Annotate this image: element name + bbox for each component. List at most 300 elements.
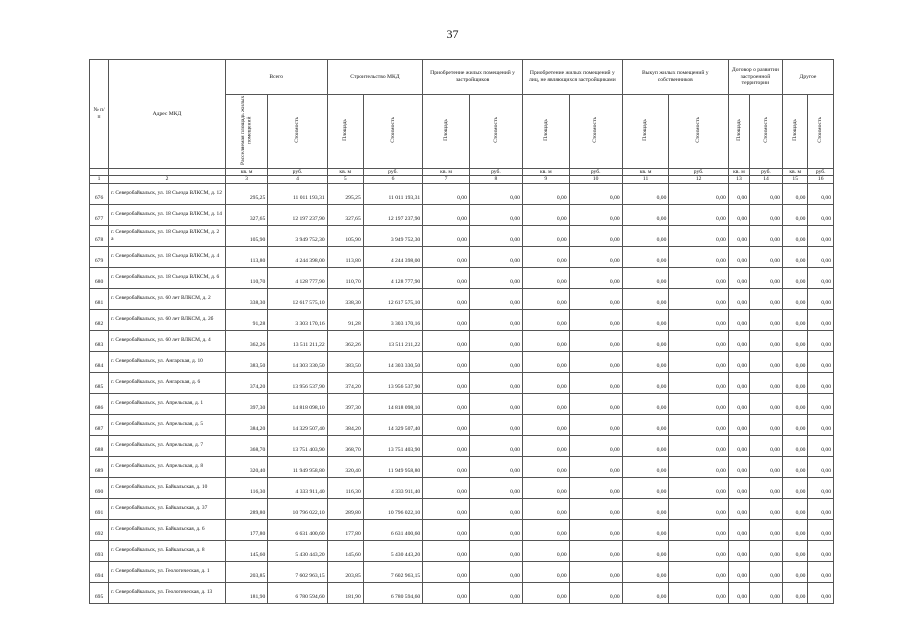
construction-area: 203,85 bbox=[327, 561, 363, 582]
construction-cost: 4 244 398,00 bbox=[363, 246, 422, 267]
zero-value: 0,00 bbox=[750, 267, 783, 288]
column-number: 2 bbox=[109, 176, 226, 184]
construction-area: 374,20 bbox=[327, 372, 363, 393]
construction-cost: 11 011 193,31 bbox=[363, 183, 422, 204]
zero-value: 0,00 bbox=[728, 351, 749, 372]
zero-value: 0,00 bbox=[522, 435, 569, 456]
table-row bbox=[90, 225, 834, 246]
header-subcolumn-label: Стоимость bbox=[817, 117, 824, 143]
row-number: 681 bbox=[90, 288, 109, 309]
header-subcolumn bbox=[363, 95, 422, 169]
row-address: г. Северобайкальск, ул. Геологическая, д. 13 bbox=[109, 582, 226, 603]
zero-value: 0,00 bbox=[728, 309, 749, 330]
header-address: Адрес МКД bbox=[109, 60, 226, 169]
zero-value: 0,00 bbox=[750, 246, 783, 267]
zero-value: 0,00 bbox=[469, 246, 522, 267]
zero-value: 0,00 bbox=[750, 582, 783, 603]
zero-value: 0,00 bbox=[469, 267, 522, 288]
construction-area: 362,26 bbox=[327, 330, 363, 351]
zero-value: 0,00 bbox=[423, 225, 470, 246]
row-number: 690 bbox=[90, 477, 109, 498]
zero-value: 0,00 bbox=[569, 183, 622, 204]
zero-value: 0,00 bbox=[469, 393, 522, 414]
zero-value: 0,00 bbox=[750, 288, 783, 309]
unit-cell: кв. м bbox=[423, 168, 470, 176]
header-subcolumn-label: Площадь bbox=[735, 119, 742, 141]
zero-value: 0,00 bbox=[808, 477, 834, 498]
column-number: 15 bbox=[782, 176, 807, 184]
row-address: г. Северобайкальск, ул. Байкальская, д. 8 bbox=[109, 540, 226, 561]
header-subcolumn bbox=[728, 95, 749, 169]
construction-area: 295,25 bbox=[327, 183, 363, 204]
page-number: 37 bbox=[446, 27, 459, 41]
zero-value: 0,00 bbox=[669, 267, 728, 288]
column-number: 1 bbox=[90, 176, 109, 184]
header-subcolumn-label: Площадь bbox=[642, 119, 649, 141]
header-subcolumn bbox=[522, 95, 569, 169]
total-area: 181,90 bbox=[225, 582, 267, 603]
zero-value: 0,00 bbox=[750, 435, 783, 456]
zero-value: 0,00 bbox=[750, 477, 783, 498]
total-cost: 14 818 098,10 bbox=[268, 393, 327, 414]
row-number: 683 bbox=[90, 330, 109, 351]
table-row bbox=[90, 330, 834, 351]
header-group: Строительство МКД bbox=[327, 60, 423, 95]
zero-value: 0,00 bbox=[423, 330, 470, 351]
total-cost: 13 751 403,90 bbox=[268, 435, 327, 456]
zero-value: 0,00 bbox=[622, 330, 669, 351]
column-number: 13 bbox=[728, 176, 749, 184]
zero-value: 0,00 bbox=[782, 456, 807, 477]
zero-value: 0,00 bbox=[782, 204, 807, 225]
row-number: 692 bbox=[90, 519, 109, 540]
row-address: г. Северобайкальск, ул. Геологическая, д. 1 bbox=[109, 561, 226, 582]
zero-value: 0,00 bbox=[669, 372, 728, 393]
header-group-row bbox=[90, 60, 834, 95]
row-address: г. Северобайкальск, ул. Апрельская, д. 5 bbox=[109, 414, 226, 435]
header-subcolumn bbox=[327, 95, 363, 169]
table-row bbox=[90, 582, 834, 603]
zero-value: 0,00 bbox=[569, 435, 622, 456]
zero-value: 0,00 bbox=[522, 414, 569, 435]
construction-area: 145,60 bbox=[327, 540, 363, 561]
zero-value: 0,00 bbox=[728, 393, 749, 414]
total-cost: 3 303 170,16 bbox=[268, 309, 327, 330]
column-number: 6 bbox=[363, 176, 422, 184]
zero-value: 0,00 bbox=[728, 435, 749, 456]
zero-value: 0,00 bbox=[782, 540, 807, 561]
row-number: 684 bbox=[90, 351, 109, 372]
construction-cost: 12 197 237,90 bbox=[363, 204, 422, 225]
zero-value: 0,00 bbox=[782, 561, 807, 582]
zero-value: 0,00 bbox=[622, 372, 669, 393]
header-subcolumn-label: Стоимость bbox=[762, 117, 769, 143]
header-subcolumn bbox=[225, 95, 267, 169]
zero-value: 0,00 bbox=[782, 393, 807, 414]
zero-value: 0,00 bbox=[808, 561, 834, 582]
total-area: 116,30 bbox=[225, 477, 267, 498]
unit-cell: кв. м bbox=[327, 168, 363, 176]
construction-cost: 13 511 211,22 bbox=[363, 330, 422, 351]
zero-value: 0,00 bbox=[569, 267, 622, 288]
zero-value: 0,00 bbox=[622, 204, 669, 225]
unit-cell: руб. bbox=[669, 168, 728, 176]
table-row bbox=[90, 351, 834, 372]
zero-value: 0,00 bbox=[569, 288, 622, 309]
zero-value: 0,00 bbox=[522, 519, 569, 540]
unit-cell-empty bbox=[90, 168, 109, 176]
row-address: г. Северобайкальск, ул. 18 Съезда ВЛКСМ, д. 2 а bbox=[109, 225, 226, 246]
zero-value: 0,00 bbox=[782, 477, 807, 498]
total-area: 384,20 bbox=[225, 414, 267, 435]
construction-cost: 5 430 443,20 bbox=[363, 540, 422, 561]
row-number: 685 bbox=[90, 372, 109, 393]
table-row bbox=[90, 204, 834, 225]
zero-value: 0,00 bbox=[423, 183, 470, 204]
zero-value: 0,00 bbox=[782, 435, 807, 456]
zero-value: 0,00 bbox=[808, 456, 834, 477]
total-cost: 3 949 752,30 bbox=[268, 225, 327, 246]
total-cost: 4 333 911,40 bbox=[268, 477, 327, 498]
total-cost: 10 796 022,10 bbox=[268, 498, 327, 519]
zero-value: 0,00 bbox=[622, 225, 669, 246]
zero-value: 0,00 bbox=[522, 456, 569, 477]
construction-area: 338,30 bbox=[327, 288, 363, 309]
zero-value: 0,00 bbox=[782, 267, 807, 288]
construction-cost: 12 617 575,10 bbox=[363, 288, 422, 309]
construction-area: 177,80 bbox=[327, 519, 363, 540]
construction-cost: 6 631 400,60 bbox=[363, 519, 422, 540]
zero-value: 0,00 bbox=[782, 288, 807, 309]
zero-value: 0,00 bbox=[622, 246, 669, 267]
row-address: г. Северобайкальск, ул. Байкальская, д. 10 bbox=[109, 477, 226, 498]
row-address: г. Северобайкальск, ул. 60 лет ВЛКСМ, д. 2б bbox=[109, 309, 226, 330]
unit-cell: руб. bbox=[268, 168, 327, 176]
row-address: г. Северобайкальск, ул. Апрельская, д. 8 bbox=[109, 456, 226, 477]
construction-area: 113,80 bbox=[327, 246, 363, 267]
zero-value: 0,00 bbox=[469, 225, 522, 246]
zero-value: 0,00 bbox=[469, 414, 522, 435]
zero-value: 0,00 bbox=[522, 288, 569, 309]
row-number: 676 bbox=[90, 183, 109, 204]
zero-value: 0,00 bbox=[569, 393, 622, 414]
zero-value: 0,00 bbox=[423, 456, 470, 477]
total-area: 320,40 bbox=[225, 456, 267, 477]
zero-value: 0,00 bbox=[728, 225, 749, 246]
zero-value: 0,00 bbox=[469, 288, 522, 309]
unit-cell: кв. м bbox=[622, 168, 669, 176]
header-group: Другое bbox=[782, 60, 833, 95]
zero-value: 0,00 bbox=[728, 246, 749, 267]
zero-value: 0,00 bbox=[728, 288, 749, 309]
column-number: 12 bbox=[669, 176, 728, 184]
total-cost: 12 197 237,90 bbox=[268, 204, 327, 225]
zero-value: 0,00 bbox=[669, 582, 728, 603]
header-subcolumn bbox=[669, 95, 728, 169]
zero-value: 0,00 bbox=[669, 456, 728, 477]
row-address: г. Северобайкальск, ул. Ангарская, д. 10 bbox=[109, 351, 226, 372]
zero-value: 0,00 bbox=[423, 288, 470, 309]
zero-value: 0,00 bbox=[522, 330, 569, 351]
zero-value: 0,00 bbox=[569, 204, 622, 225]
zero-value: 0,00 bbox=[669, 330, 728, 351]
total-cost: 14 329 507,40 bbox=[268, 414, 327, 435]
header-subcolumn-label: Площадь bbox=[791, 119, 798, 141]
header-column-numbers-row bbox=[90, 176, 834, 184]
table-row bbox=[90, 309, 834, 330]
table-body bbox=[90, 183, 834, 603]
header-subcolumn-label: Стоимость bbox=[389, 117, 396, 143]
construction-cost: 6 780 594,60 bbox=[363, 582, 422, 603]
construction-area: 91,28 bbox=[327, 309, 363, 330]
zero-value: 0,00 bbox=[622, 414, 669, 435]
unit-cell: руб. bbox=[808, 168, 834, 176]
total-area: 397,30 bbox=[225, 393, 267, 414]
zero-value: 0,00 bbox=[669, 540, 728, 561]
zero-value: 0,00 bbox=[669, 204, 728, 225]
total-area: 110,70 bbox=[225, 267, 267, 288]
zero-value: 0,00 bbox=[622, 309, 669, 330]
zero-value: 0,00 bbox=[569, 372, 622, 393]
zero-value: 0,00 bbox=[669, 393, 728, 414]
construction-cost: 3 303 170,16 bbox=[363, 309, 422, 330]
zero-value: 0,00 bbox=[622, 477, 669, 498]
zero-value: 0,00 bbox=[622, 183, 669, 204]
row-address: г. Северобайкальск, ул. Байкальская, д. 6 bbox=[109, 519, 226, 540]
zero-value: 0,00 bbox=[669, 246, 728, 267]
zero-value: 0,00 bbox=[808, 246, 834, 267]
zero-value: 0,00 bbox=[728, 330, 749, 351]
row-address: г. Северобайкальск, ул. 60 лет ВЛКСМ, д. 2 bbox=[109, 288, 226, 309]
zero-value: 0,00 bbox=[808, 435, 834, 456]
zero-value: 0,00 bbox=[750, 561, 783, 582]
zero-value: 0,00 bbox=[522, 204, 569, 225]
table-row bbox=[90, 288, 834, 309]
construction-cost: 4 128 777,90 bbox=[363, 267, 422, 288]
zero-value: 0,00 bbox=[622, 351, 669, 372]
row-number: 680 bbox=[90, 267, 109, 288]
zero-value: 0,00 bbox=[522, 477, 569, 498]
zero-value: 0,00 bbox=[469, 435, 522, 456]
total-area: 368,70 bbox=[225, 435, 267, 456]
zero-value: 0,00 bbox=[782, 246, 807, 267]
zero-value: 0,00 bbox=[728, 456, 749, 477]
zero-value: 0,00 bbox=[622, 582, 669, 603]
zero-value: 0,00 bbox=[669, 519, 728, 540]
zero-value: 0,00 bbox=[569, 309, 622, 330]
row-number: 678 bbox=[90, 225, 109, 246]
column-number: 14 bbox=[750, 176, 783, 184]
construction-area: 327,65 bbox=[327, 204, 363, 225]
column-number: 7 bbox=[423, 176, 470, 184]
zero-value: 0,00 bbox=[423, 582, 470, 603]
header-num: № п/п bbox=[90, 60, 109, 169]
row-number: 694 bbox=[90, 561, 109, 582]
zero-value: 0,00 bbox=[522, 393, 569, 414]
zero-value: 0,00 bbox=[522, 561, 569, 582]
total-cost: 13 956 537,90 bbox=[268, 372, 327, 393]
construction-cost: 14 303 330,50 bbox=[363, 351, 422, 372]
zero-value: 0,00 bbox=[728, 183, 749, 204]
header-subcolumn-label: Стоимость bbox=[695, 117, 702, 143]
zero-value: 0,00 bbox=[522, 498, 569, 519]
zero-value: 0,00 bbox=[569, 477, 622, 498]
row-number: 691 bbox=[90, 498, 109, 519]
zero-value: 0,00 bbox=[808, 288, 834, 309]
zero-value: 0,00 bbox=[782, 183, 807, 204]
total-area: 203,85 bbox=[225, 561, 267, 582]
total-cost: 12 617 575,10 bbox=[268, 288, 327, 309]
column-number: 11 bbox=[622, 176, 669, 184]
zero-value: 0,00 bbox=[569, 330, 622, 351]
zero-value: 0,00 bbox=[569, 456, 622, 477]
construction-area: 181,90 bbox=[327, 582, 363, 603]
zero-value: 0,00 bbox=[569, 225, 622, 246]
header-group: Приобретение жилых помещений у застройщиков bbox=[423, 60, 523, 95]
zero-value: 0,00 bbox=[522, 351, 569, 372]
zero-value: 0,00 bbox=[522, 309, 569, 330]
unit-cell: руб. bbox=[569, 168, 622, 176]
zero-value: 0,00 bbox=[728, 540, 749, 561]
zero-value: 0,00 bbox=[728, 204, 749, 225]
total-cost: 4 128 777,90 bbox=[268, 267, 327, 288]
zero-value: 0,00 bbox=[569, 540, 622, 561]
column-number: 10 bbox=[569, 176, 622, 184]
zero-value: 0,00 bbox=[522, 582, 569, 603]
zero-value: 0,00 bbox=[808, 372, 834, 393]
header-subcolumn bbox=[808, 95, 834, 169]
total-cost: 6 631 400,60 bbox=[268, 519, 327, 540]
total-cost: 13 511 211,22 bbox=[268, 330, 327, 351]
zero-value: 0,00 bbox=[782, 351, 807, 372]
table-row bbox=[90, 561, 834, 582]
zero-value: 0,00 bbox=[808, 330, 834, 351]
zero-value: 0,00 bbox=[782, 309, 807, 330]
zero-value: 0,00 bbox=[808, 267, 834, 288]
zero-value: 0,00 bbox=[782, 372, 807, 393]
zero-value: 0,00 bbox=[782, 414, 807, 435]
zero-value: 0,00 bbox=[469, 561, 522, 582]
zero-value: 0,00 bbox=[522, 372, 569, 393]
zero-value: 0,00 bbox=[469, 519, 522, 540]
row-address: г. Северобайкальск, ул. Апрельская, д. 1 bbox=[109, 393, 226, 414]
construction-area: 383,50 bbox=[327, 351, 363, 372]
zero-value: 0,00 bbox=[808, 225, 834, 246]
zero-value: 0,00 bbox=[728, 582, 749, 603]
zero-value: 0,00 bbox=[750, 330, 783, 351]
zero-value: 0,00 bbox=[808, 582, 834, 603]
total-area: 113,80 bbox=[225, 246, 267, 267]
row-number: 682 bbox=[90, 309, 109, 330]
table-row bbox=[90, 456, 834, 477]
construction-cost: 14 329 507,40 bbox=[363, 414, 422, 435]
zero-value: 0,00 bbox=[569, 582, 622, 603]
zero-value: 0,00 bbox=[423, 519, 470, 540]
row-number: 693 bbox=[90, 540, 109, 561]
zero-value: 0,00 bbox=[782, 582, 807, 603]
construction-cost: 10 796 022,10 bbox=[363, 498, 422, 519]
construction-area: 289,80 bbox=[327, 498, 363, 519]
unit-cell: кв. м bbox=[782, 168, 807, 176]
header-subcolumn-label: Расселяемая площадь жилых помещений bbox=[239, 95, 253, 165]
zero-value: 0,00 bbox=[622, 540, 669, 561]
unit-cell-empty bbox=[109, 168, 226, 176]
header-subcolumn-label: Стоимость bbox=[492, 117, 499, 143]
zero-value: 0,00 bbox=[750, 414, 783, 435]
row-number: 695 bbox=[90, 582, 109, 603]
zero-value: 0,00 bbox=[423, 540, 470, 561]
zero-value: 0,00 bbox=[522, 225, 569, 246]
construction-cost: 13 751 403,90 bbox=[363, 435, 422, 456]
zero-value: 0,00 bbox=[750, 540, 783, 561]
construction-cost: 13 956 537,90 bbox=[363, 372, 422, 393]
table-row bbox=[90, 435, 834, 456]
zero-value: 0,00 bbox=[808, 393, 834, 414]
unit-cell: руб. bbox=[750, 168, 783, 176]
zero-value: 0,00 bbox=[750, 456, 783, 477]
zero-value: 0,00 bbox=[728, 414, 749, 435]
construction-area: 320,40 bbox=[327, 456, 363, 477]
zero-value: 0,00 bbox=[423, 204, 470, 225]
column-number: 16 bbox=[808, 176, 834, 184]
total-area: 383,50 bbox=[225, 351, 267, 372]
zero-value: 0,00 bbox=[622, 267, 669, 288]
row-address: г. Северобайкальск, ул. 60 лет ВЛКСМ, д. 4 bbox=[109, 330, 226, 351]
zero-value: 0,00 bbox=[669, 225, 728, 246]
header-subcolumn bbox=[469, 95, 522, 169]
zero-value: 0,00 bbox=[622, 435, 669, 456]
header-group: Договор о развитии застроенной территории bbox=[728, 60, 782, 95]
zero-value: 0,00 bbox=[669, 498, 728, 519]
zero-value: 0,00 bbox=[522, 183, 569, 204]
zero-value: 0,00 bbox=[728, 267, 749, 288]
header-subcolumn-label: Стоимость bbox=[592, 117, 599, 143]
zero-value: 0,00 bbox=[808, 498, 834, 519]
zero-value: 0,00 bbox=[750, 519, 783, 540]
header-subcolumn bbox=[622, 95, 669, 169]
zero-value: 0,00 bbox=[669, 435, 728, 456]
row-number: 687 bbox=[90, 414, 109, 435]
row-address: г. Северобайкальск, ул. Ангарская, д. 6 bbox=[109, 372, 226, 393]
table-row bbox=[90, 477, 834, 498]
zero-value: 0,00 bbox=[423, 393, 470, 414]
header-subcolumn bbox=[782, 95, 807, 169]
row-address: г. Северобайкальск, ул. 18 Съезда ВЛКСМ, д. 12 bbox=[109, 183, 226, 204]
zero-value: 0,00 bbox=[782, 225, 807, 246]
zero-value: 0,00 bbox=[750, 309, 783, 330]
zero-value: 0,00 bbox=[782, 519, 807, 540]
zero-value: 0,00 bbox=[808, 414, 834, 435]
zero-value: 0,00 bbox=[423, 498, 470, 519]
zero-value: 0,00 bbox=[728, 372, 749, 393]
zero-value: 0,00 bbox=[569, 561, 622, 582]
total-area: 145,60 bbox=[225, 540, 267, 561]
zero-value: 0,00 bbox=[522, 246, 569, 267]
construction-area: 116,30 bbox=[327, 477, 363, 498]
zero-value: 0,00 bbox=[782, 498, 807, 519]
total-cost: 7 602 963,15 bbox=[268, 561, 327, 582]
zero-value: 0,00 bbox=[669, 414, 728, 435]
total-area: 91,28 bbox=[225, 309, 267, 330]
total-area: 105,90 bbox=[225, 225, 267, 246]
zero-value: 0,00 bbox=[808, 204, 834, 225]
zero-value: 0,00 bbox=[522, 540, 569, 561]
total-area: 177,80 bbox=[225, 519, 267, 540]
header-units-row bbox=[90, 168, 834, 176]
total-cost: 14 303 330,50 bbox=[268, 351, 327, 372]
zero-value: 0,00 bbox=[808, 351, 834, 372]
column-number: 8 bbox=[469, 176, 522, 184]
